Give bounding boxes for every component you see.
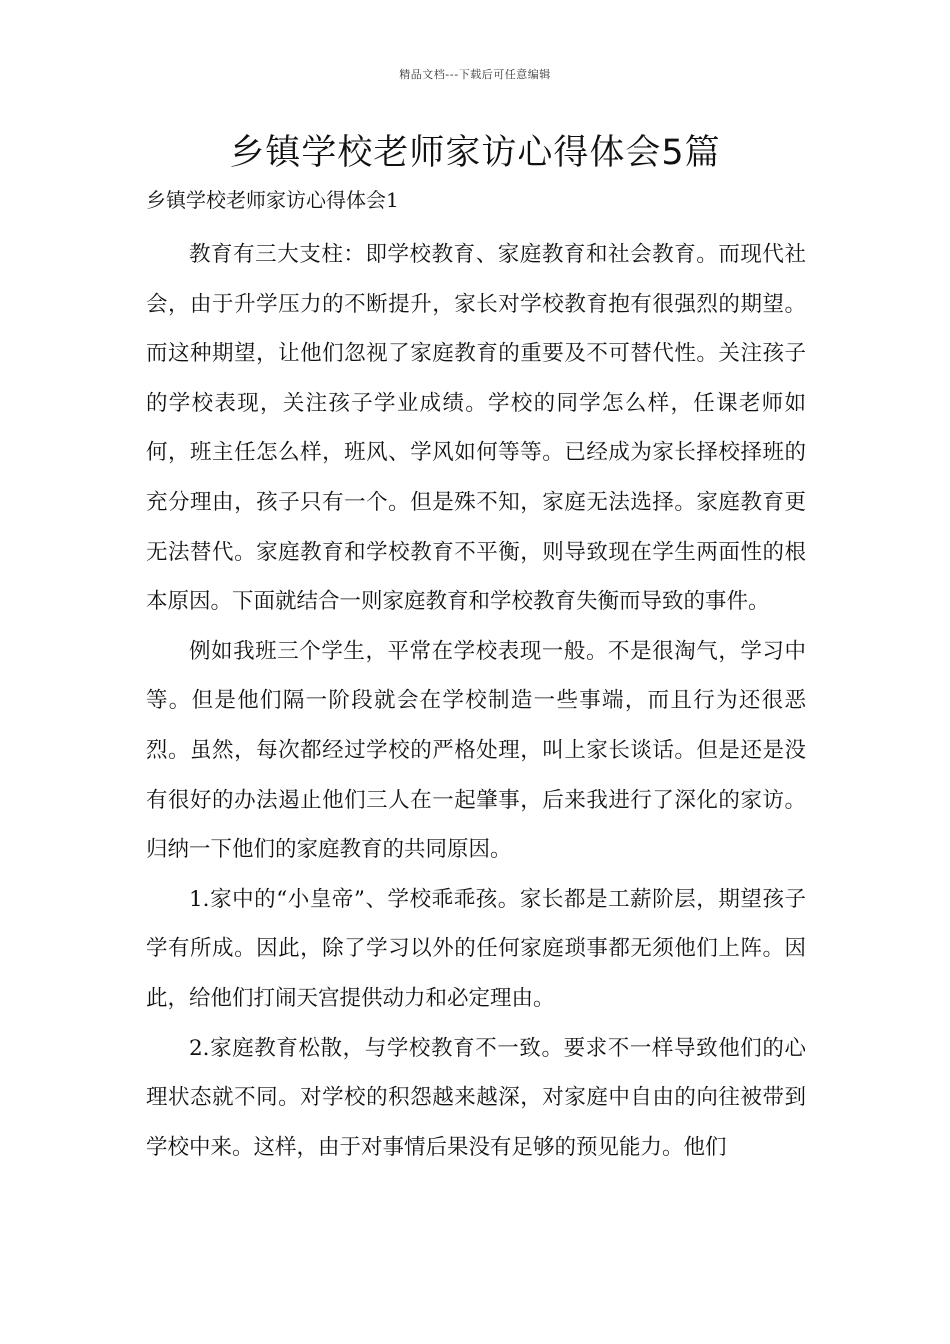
- header-note: 精品文档---下载后可任意编辑: [399, 68, 551, 81]
- body-text: [146, 230, 806, 1172]
- document-title: 乡镇学校老师家访心得体会5篇: [229, 133, 721, 173]
- paragraph: 1.家中的“小皇帝”、学校乖乖孩。家长都是工薪阶层，期望孩子学有所成。因此，除了学习以外的任何家庭琐事都无须他们上阵。因此，给他们打闹天宫提供动力和必定理由。: [146, 886, 806, 1011]
- paragraph: 教育有三大支柱：即学校教育、家庭教育和社会教育。而现代社会，由于升学压力的不断提升，家长对学校教育抱有很强烈的期望。而这种期望，让他们忽视了家庭教育的重要及不可替代性。关注孩子的学校表现，关注孩子学业成绩。学校的同学怎么样，任课老师如何，班主任怎么样，班风、学风如何等等。已经成为家长择校择班的充分理由，孩子只有一个。但是殊不知，家庭无法选择。家庭教育更无法替代。家庭教育和学校教育不平衡，则导致现在学生两面性的根本原因。下面就结合一则家庭教育和学校教育失衡而导致的事件。: [146, 242, 806, 615]
- section-heading: 乡镇学校老师家访心得体会1: [146, 188, 399, 212]
- paragraph: 2.家庭教育松散，与学校教育不一致。要求不一样导致他们的心理状态就不同。对学校的积怨越来越深，对家庭中自由的向往被带到学校中来。这样，由于对事情后果没有足够的预见能力。他们: [146, 1035, 806, 1160]
- paragraph: 例如我班三个学生，平常在学校表现一般。不是很淘气，学习中等。但是他们隔一阶段就会在学校制造一些事端，而且行为还很恶烈。虽然，每次都经过学校的严格处理，叫上家长谈话。但是还是没有很好的办法遏止他们三人在一起肇事，后来我进行了深化的家访。归纳一下他们的家庭教育的共同原因。: [146, 638, 806, 863]
